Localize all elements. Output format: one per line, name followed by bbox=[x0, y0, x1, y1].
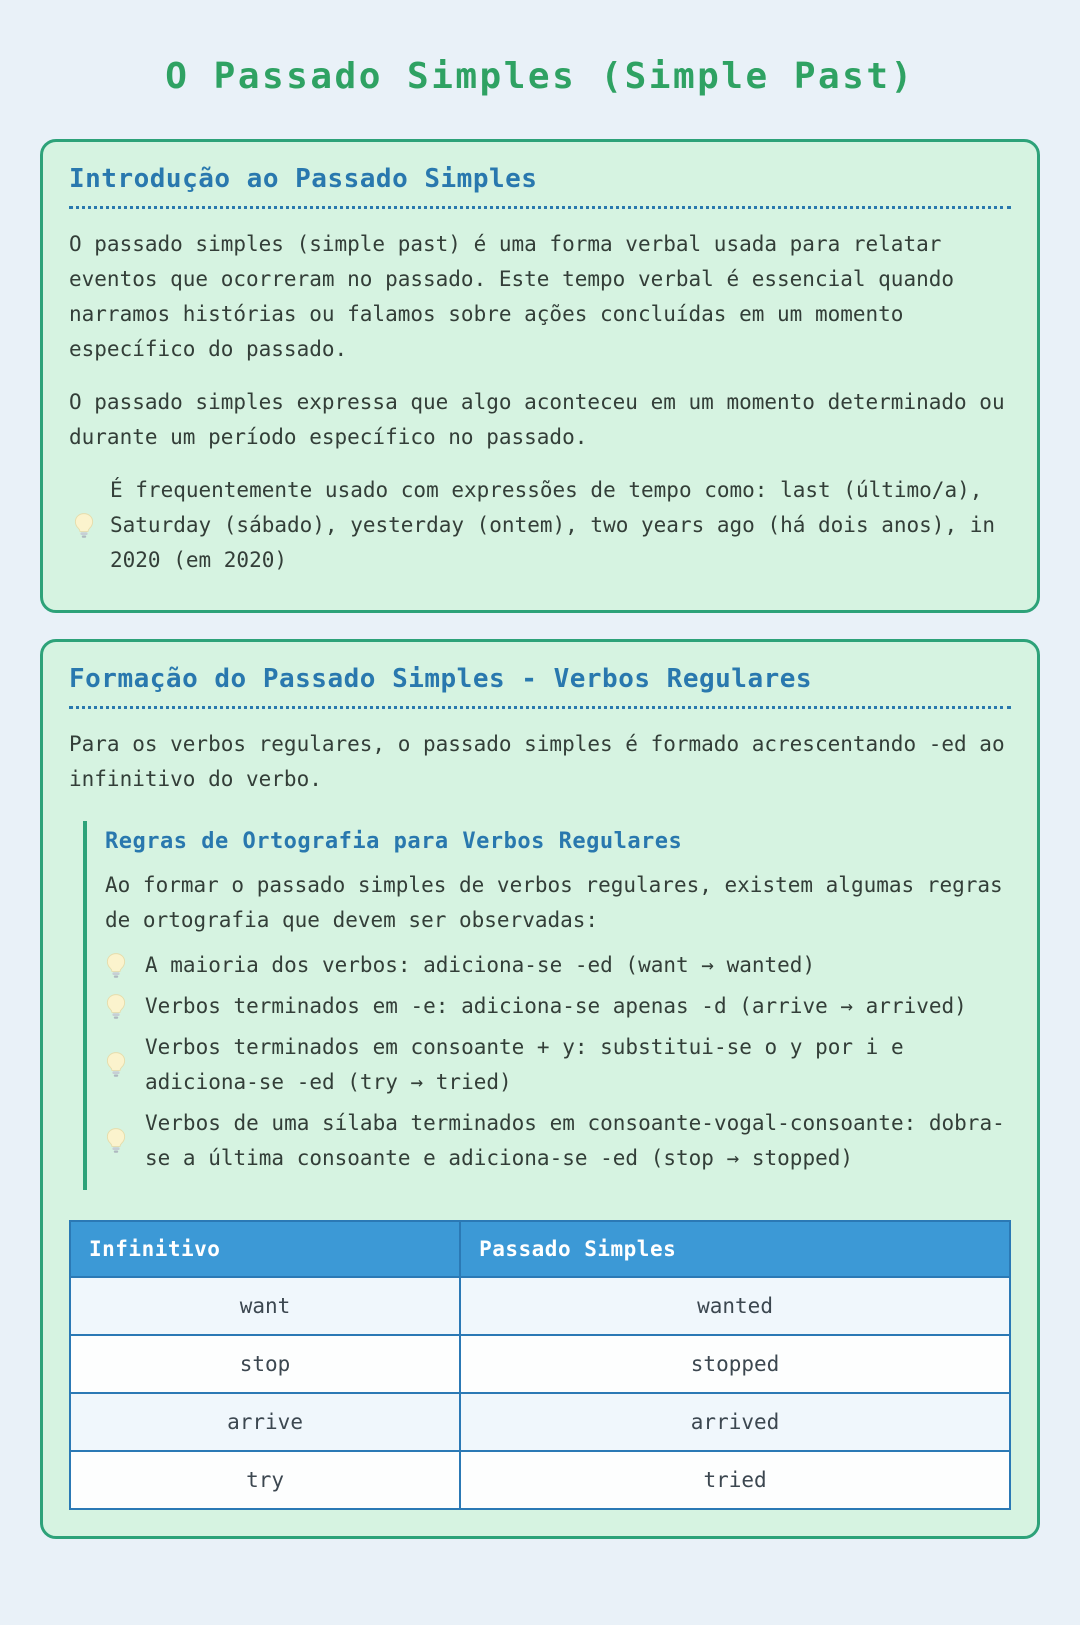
tip-text-rule-ending-e: Verbos terminados em -e: adiciona-se apenas -d (arrive → arrived) bbox=[145, 994, 967, 1018]
table-row bbox=[70, 1393, 1010, 1451]
table-row bbox=[70, 1277, 1010, 1335]
card-formacao-verbos-regulares bbox=[40, 639, 1040, 1539]
cell-past: stopped bbox=[460, 1335, 1010, 1393]
tip-rule-ending-e bbox=[105, 989, 1011, 1024]
card-heading-introducao: Introdução ao Passado Simples bbox=[69, 164, 1011, 209]
tip-rule-majority bbox=[105, 948, 1011, 983]
lightbulb-icon bbox=[105, 993, 127, 1021]
lightbulb-icon bbox=[105, 1127, 127, 1155]
cell-past: wanted bbox=[460, 1277, 1010, 1335]
table-header-infinitivo: Infinitivo bbox=[70, 1221, 460, 1277]
regular-verbs-table bbox=[69, 1220, 1011, 1510]
table-row bbox=[70, 1451, 1010, 1509]
cell-infinitive: try bbox=[70, 1451, 460, 1509]
cell-past: arrived bbox=[460, 1393, 1010, 1451]
tip-text-rule-majority: A maioria dos verbos: adiciona-se -ed (want → wanted) bbox=[145, 953, 816, 977]
cell-infinitive: stop bbox=[70, 1335, 460, 1393]
tip-time-expressions bbox=[73, 473, 1011, 578]
card-introducao bbox=[40, 139, 1040, 613]
tip-text-time-expressions: É frequentemente usado com expressões de tempo como: last (último/a), Saturday (sábado), yesterday (ontem), two years ago (há dois anos), in 2020 (em 2020) bbox=[110, 478, 996, 572]
paragraph-formacao-intro: Para os verbos regulares, o passado simples é formado acrescentando -ed ao infinitivo do verbo. bbox=[69, 732, 1005, 791]
page-title: O Passado Simples (Simple Past) bbox=[165, 56, 915, 97]
lightbulb-icon bbox=[105, 1051, 127, 1079]
paragraph-intro-2: O passado simples expressa que algo aconteceu em um momento determinado ou durante um período específico no passado. bbox=[69, 390, 1005, 449]
paragraph-intro-1: O passado simples (simple past) é uma forma verbal usada para relatar eventos que ocorreram no passado. Este tempo verbal é essencial quando narramos histórias ou falamos sobre ações concluídas em um momento específico do passado. bbox=[69, 232, 955, 361]
cell-infinitive: arrive bbox=[70, 1393, 460, 1451]
tip-rule-consonant-y bbox=[105, 1030, 1011, 1100]
tip-text-rule-cvc: Verbos de uma sílaba terminados em consoante-vogal-consoante: dobra-se a última consoante e adiciona-se -ed (stop → stopped) bbox=[145, 1111, 1005, 1170]
table-header-row bbox=[70, 1221, 1010, 1277]
subsection-heading: Regras de Ortografia para Verbos Regulares bbox=[105, 829, 683, 854]
card-heading-formacao: Formação do Passado Simples - Verbos Regulares bbox=[69, 664, 1011, 709]
table-row bbox=[70, 1335, 1010, 1393]
cell-infinitive: want bbox=[70, 1277, 460, 1335]
cell-past: tried bbox=[460, 1451, 1010, 1509]
tip-text-rule-consonant-y: Verbos terminados em consoante + y: substitui-se o y por i e adiciona-se -ed (try → tried) bbox=[145, 1035, 904, 1094]
subsection-intro: Ao formar o passado simples de verbos regulares, existem algumas regras de ortografia que devem ser observadas: bbox=[105, 873, 1003, 932]
lightbulb-icon bbox=[73, 512, 95, 540]
table-header-passado-simples: Passado Simples bbox=[460, 1221, 1010, 1277]
subsection-regras-ortografia bbox=[83, 821, 1011, 1190]
tip-rule-cvc bbox=[105, 1106, 1011, 1176]
lightbulb-icon bbox=[105, 952, 127, 980]
